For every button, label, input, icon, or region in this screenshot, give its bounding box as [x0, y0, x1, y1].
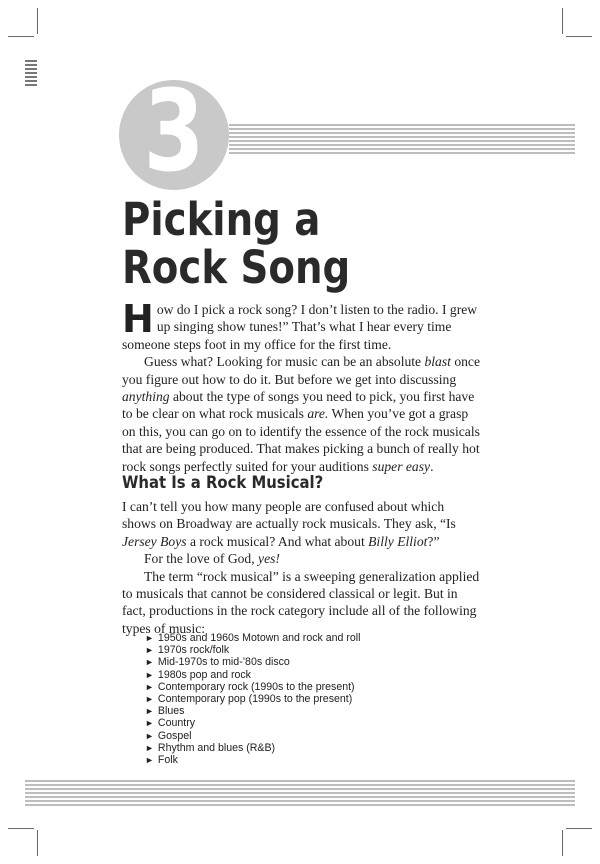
crop-mark-top-left-h	[8, 36, 34, 37]
intro-paragraph-1: How do I pick a rock song? I don’t listen to the radio. I grew up singing show tunes!” That’s what I hear every time someone steps foot in my office for the first time.	[122, 297, 478, 352]
list-item	[145, 705, 361, 717]
crop-mark-bottom-right-v	[562, 830, 563, 856]
section-paragraph-2: For the love of God, yes!	[144, 551, 280, 567]
list-item	[145, 742, 361, 754]
registration-marker	[25, 60, 37, 88]
footer-rules	[25, 780, 575, 808]
bullet-arrow-icon: ►	[145, 718, 154, 729]
list-item-label: Gospel	[157, 729, 192, 742]
section-paragraph-1: I can’t tell you how many people are confused about which shows on Broadway are actually rock musicals. They ask, “Is Jersey Boys a rock musical? And what about Billy Elliot?”	[122, 499, 456, 549]
bullet-arrow-icon: ►	[145, 633, 154, 643]
list-item-label: Contemporary rock (1990s to the present)	[157, 680, 355, 693]
section-paragraph-3: The term “rock musical” is a sweeping generalization applied to musicals that cannot be considered classical or legit. But in fact, productions in the rock category include all of the following types of music:	[122, 568, 480, 636]
list-item	[145, 754, 361, 766]
bullet-arrow-icon: ►	[145, 706, 154, 717]
list-item-label: 1950s and 1960s Motown and rock and roll	[157, 632, 361, 644]
bullet-arrow-icon: ►	[145, 645, 154, 656]
list-item-label: Country	[157, 717, 196, 730]
chapter-title	[122, 193, 351, 294]
bullet-arrow-icon: ►	[145, 657, 154, 668]
bullet-arrow-icon: ►	[145, 742, 154, 753]
chapter-number: 3	[143, 67, 205, 197]
list-item-label: Blues	[157, 705, 185, 718]
bullet-arrow-icon: ►	[145, 681, 154, 692]
list-item	[145, 632, 361, 644]
list-item-label: 1970s rock/folk	[157, 644, 230, 657]
list-item-label: Rhythm and blues (R&B)	[157, 741, 276, 754]
bullet-arrow-icon: ►	[145, 730, 154, 741]
list-item-label: Mid-1970s to mid-’80s disco	[157, 656, 290, 669]
list-item-label: Folk	[157, 754, 178, 767]
list-item-label: Contemporary pop (1990s to the present)	[157, 693, 353, 706]
list-item	[145, 656, 361, 668]
bullet-arrow-icon: ►	[145, 694, 154, 705]
crop-mark-bottom-left-v	[37, 830, 38, 856]
list-item	[145, 693, 361, 705]
crop-mark-bottom-right-h	[566, 828, 592, 829]
list-item	[145, 681, 361, 693]
list-item-label: 1980s pop and rock	[157, 668, 251, 681]
crop-mark-top-left-v	[37, 8, 38, 34]
bullet-arrow-icon: ►	[145, 755, 154, 766]
list-item	[145, 644, 361, 656]
list-item	[145, 730, 361, 742]
list-item	[145, 669, 361, 681]
intro-paragraph-2: Guess what? Looking for music can be an absolute blast once you figure out how to do it. But before we get into discussing anything about the type of songs you need to pick, you first have to be clear on what rock musicals are. When you’ve got a grasp on this, you can go on to identify the essence of the rock musicals that are being produced. That makes picking a bunch of really hot rock songs perfectly suited for your auditions super easy.	[122, 354, 480, 474]
drop-cap: H	[122, 297, 154, 341]
chapter-title-line-2: Rock Song	[122, 241, 351, 294]
chapter-header-rules	[229, 124, 575, 154]
bullet-arrow-icon: ►	[145, 669, 154, 680]
crop-mark-bottom-left-h	[8, 828, 34, 829]
list-item	[145, 717, 361, 729]
crop-mark-top-right-v	[562, 8, 563, 34]
crop-mark-top-right-h	[566, 36, 592, 37]
section-heading: What Is a Rock Musical?	[122, 473, 324, 492]
intro-text	[122, 297, 480, 475]
chapter-title-line-1: Picking a	[122, 193, 321, 246]
section-text	[122, 498, 480, 637]
music-types-list	[145, 632, 361, 766]
